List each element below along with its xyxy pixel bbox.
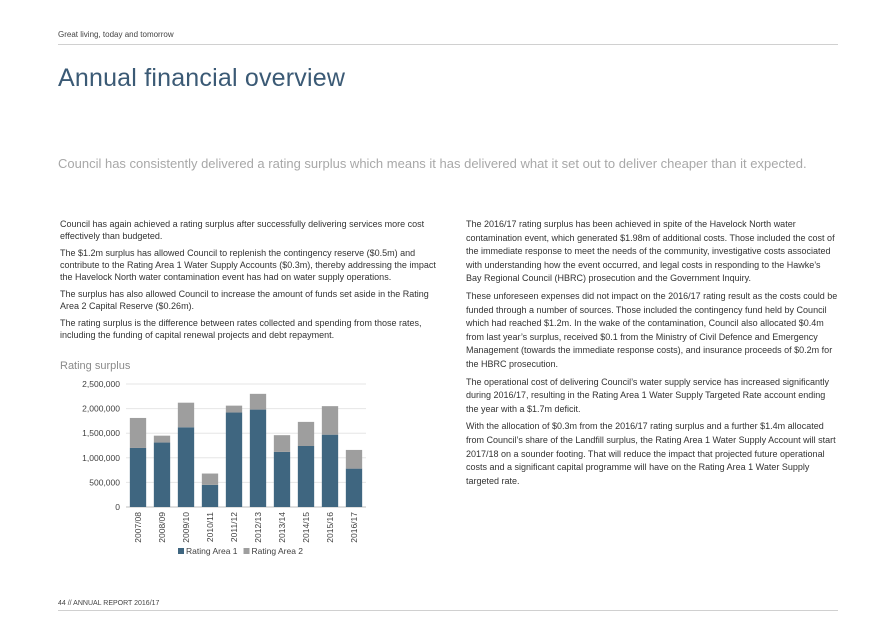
left-paragraph-3: The surplus has also allowed Council to increase the amount of funds set aside in the Rating Area 2 Capital Reserve ($0.26m). <box>60 289 429 311</box>
y-tick-label: 1,000,000 <box>82 452 120 463</box>
x-tick-label: 2009/10 <box>181 512 191 543</box>
bar-rating-area-1 <box>322 435 338 507</box>
rating-surplus-chart <box>60 376 380 568</box>
y-tick-label: 2,000,000 <box>82 403 120 414</box>
right-paragraph-2: These unforeseen expenses did not impact on the 2016/17 rating result as the costs could be funded through a number of sources. Those included the contingency fund held by Council which had reached $1.2m. In the wake of the contamination, Council also allocated $0.4m from last year’s surplus, received $0.1 from the Ministry of Civil Defence and Emergency Management (towards the immediate response costs), and insurance proceeds of $0.2m for the HBRC prosecution. <box>466 290 838 369</box>
left-paragraph-4: The rating surplus is the difference between rates collected and spending from those rates, including the funding of capital renewal projects and debt repayment. <box>60 318 422 340</box>
legend-label-rating-area-2: Rating Area 2 <box>251 546 304 556</box>
y-tick-label: 2,500,000 <box>82 379 120 389</box>
bar-rating-area-2 <box>274 435 290 452</box>
bar-rating-area-2 <box>202 474 218 485</box>
legend-swatch-rating-area-2 <box>244 548 250 554</box>
right-paragraph-1: The 2016/17 rating surplus has been achieved in spite of the Havelock North water contamination event, which generated $1.98m of additional costs. Those included the cost of the immediate response to meet the needs of the community, investigative costs associated with understanding how the event occurred, and legal costs in responding to the Hawke’s Bay Regional Council (HBRC) prosecution and the Government Inquiry. <box>466 219 835 284</box>
legend-swatch-rating-area-1 <box>178 548 184 554</box>
x-tick-label: 2013/14 <box>277 512 287 543</box>
legend-label-rating-area-1: Rating Area 1 <box>186 546 238 556</box>
left-paragraph-1: Council has again achieved a rating surplus after successfully delivering services more cost effectively than budgeted. <box>60 219 425 241</box>
left-column <box>60 218 442 346</box>
x-tick-label: 2010/11 <box>205 512 215 543</box>
x-tick-label: 2008/09 <box>157 512 167 543</box>
bar-rating-area-2 <box>130 418 146 448</box>
y-tick-label: 1,500,000 <box>82 428 120 439</box>
header-tagline: Great living, today and tomorrow <box>58 30 174 39</box>
right-paragraph-4: With the allocation of $0.3m from the 2016/17 rating surplus and a further $1.4m allocated from Council’s share of the Landfill surplus, the Rating Area 1 Water Supply Account will start 2017/18 on a sounder footing. That will reduce the impact that projected future operational costs and a significant capital programme will have on the Rating Area 1 Water Supply targeted rate. <box>466 421 836 486</box>
left-paragraph-2: The $1.2m surplus has allowed Council to replenish the contingency reserve ($0.5m) and contribute to the Rating Area 1 Water Supply Accounts ($0.3m), thereby addressing the impact the Havelock North water contamination event has had on water supply operations. <box>60 248 436 282</box>
bar-rating-area-1 <box>226 413 242 507</box>
bar-rating-area-1 <box>178 427 194 507</box>
bar-rating-area-2 <box>322 406 338 435</box>
x-tick-label: 2012/13 <box>253 512 263 543</box>
page-title: Annual financial overview <box>58 64 346 92</box>
bar-rating-area-2 <box>346 450 362 469</box>
x-tick-label: 2007/08 <box>133 512 143 543</box>
bar-rating-area-2 <box>178 403 194 428</box>
x-tick-label: 2015/16 <box>325 512 335 543</box>
bar-rating-area-1 <box>202 485 218 507</box>
x-tick-label: 2011/12 <box>229 512 239 543</box>
bar-rating-area-1 <box>298 446 314 507</box>
y-tick-label: 500,000 <box>89 477 120 488</box>
header-divider <box>58 44 838 45</box>
page-subtitle: Council has consistently delivered a rating surplus which means it has delivered what it set out to deliver cheaper than it expected. <box>58 156 807 171</box>
bar-rating-area-1 <box>274 452 290 507</box>
bar-rating-area-1 <box>250 410 266 507</box>
bar-rating-area-1 <box>346 469 362 507</box>
right-paragraph-3: The operational cost of delivering Council’s water supply service has increased significantly during 2016/17, resulting in the Rating Area 1 Water Supply Targeted Rate account ending the year with a $1.7m deficit. <box>466 376 830 414</box>
footer-divider <box>58 610 838 611</box>
right-column <box>466 218 838 492</box>
bar-rating-area-2 <box>250 394 266 410</box>
x-tick-label: 2014/15 <box>301 512 311 543</box>
x-tick-label: 2016/17 <box>349 512 359 543</box>
bar-rating-area-2 <box>226 406 242 413</box>
bar-rating-area-1 <box>130 448 146 507</box>
bar-rating-area-2 <box>154 436 170 443</box>
y-tick-label: 0 <box>115 502 120 512</box>
footer-text: 44 // ANNUAL REPORT 2016/17 <box>58 600 160 607</box>
bar-rating-area-1 <box>154 443 170 507</box>
chart-title: Rating surplus <box>60 360 131 372</box>
bar-rating-area-2 <box>298 422 314 446</box>
